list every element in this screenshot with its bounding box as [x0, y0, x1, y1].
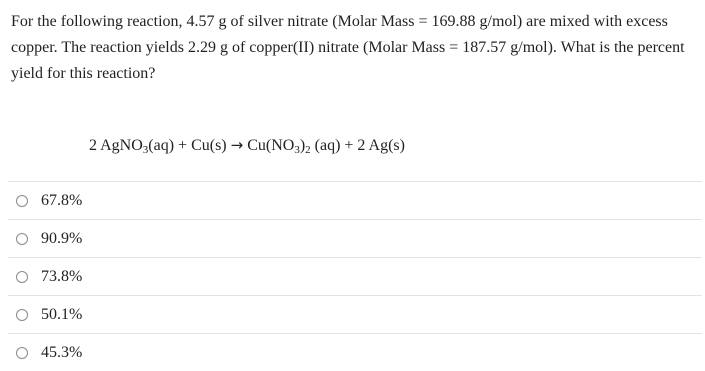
equation-subscript: 2 — [305, 144, 311, 156]
answer-option-2[interactable] — [8, 220, 702, 258]
equation-reactant-agno3: 2 AgNO — [89, 137, 143, 154]
answer-option-label: 67.8% — [41, 191, 83, 209]
answer-option-4[interactable] — [8, 296, 702, 334]
answer-option-label: 90.9% — [41, 229, 83, 247]
radio-button[interactable] — [16, 233, 28, 245]
equation-subscript: 3 — [294, 144, 300, 156]
radio-button[interactable] — [16, 195, 28, 207]
equation-product-cuno3: Cu(NO — [247, 137, 295, 154]
answer-option-3[interactable] — [8, 258, 702, 296]
answer-options — [8, 181, 702, 371]
reaction-equation — [89, 134, 405, 157]
answer-option-label: 50.1% — [41, 305, 83, 323]
equation-subscript: 3 — [142, 144, 149, 156]
radio-button[interactable] — [16, 271, 28, 283]
equation-product-state: (aq) + 2 Ag(s) — [314, 137, 405, 154]
answer-option-5[interactable] — [8, 334, 702, 371]
radio-button[interactable] — [16, 347, 28, 359]
reaction-arrow-icon: → — [230, 136, 244, 154]
answer-option-1[interactable] — [8, 182, 702, 220]
answer-option-label: 73.8% — [41, 267, 83, 285]
radio-button[interactable] — [16, 309, 28, 321]
equation-reactant-state: (aq) + Cu(s) — [148, 137, 227, 154]
question-text: For the following reaction, 4.57 g of silver nitrate (Molar Mass = 169.88 g/mol) are mixed with excess copper. The reaction yields 2.29 g of copper(II) nitrate (Molar Mass = 187.57 g/mol). What is the percent yield for this reaction? — [11, 13, 685, 82]
equation-product-paren: ) — [299, 137, 306, 154]
answer-option-label: 45.3% — [41, 343, 83, 361]
